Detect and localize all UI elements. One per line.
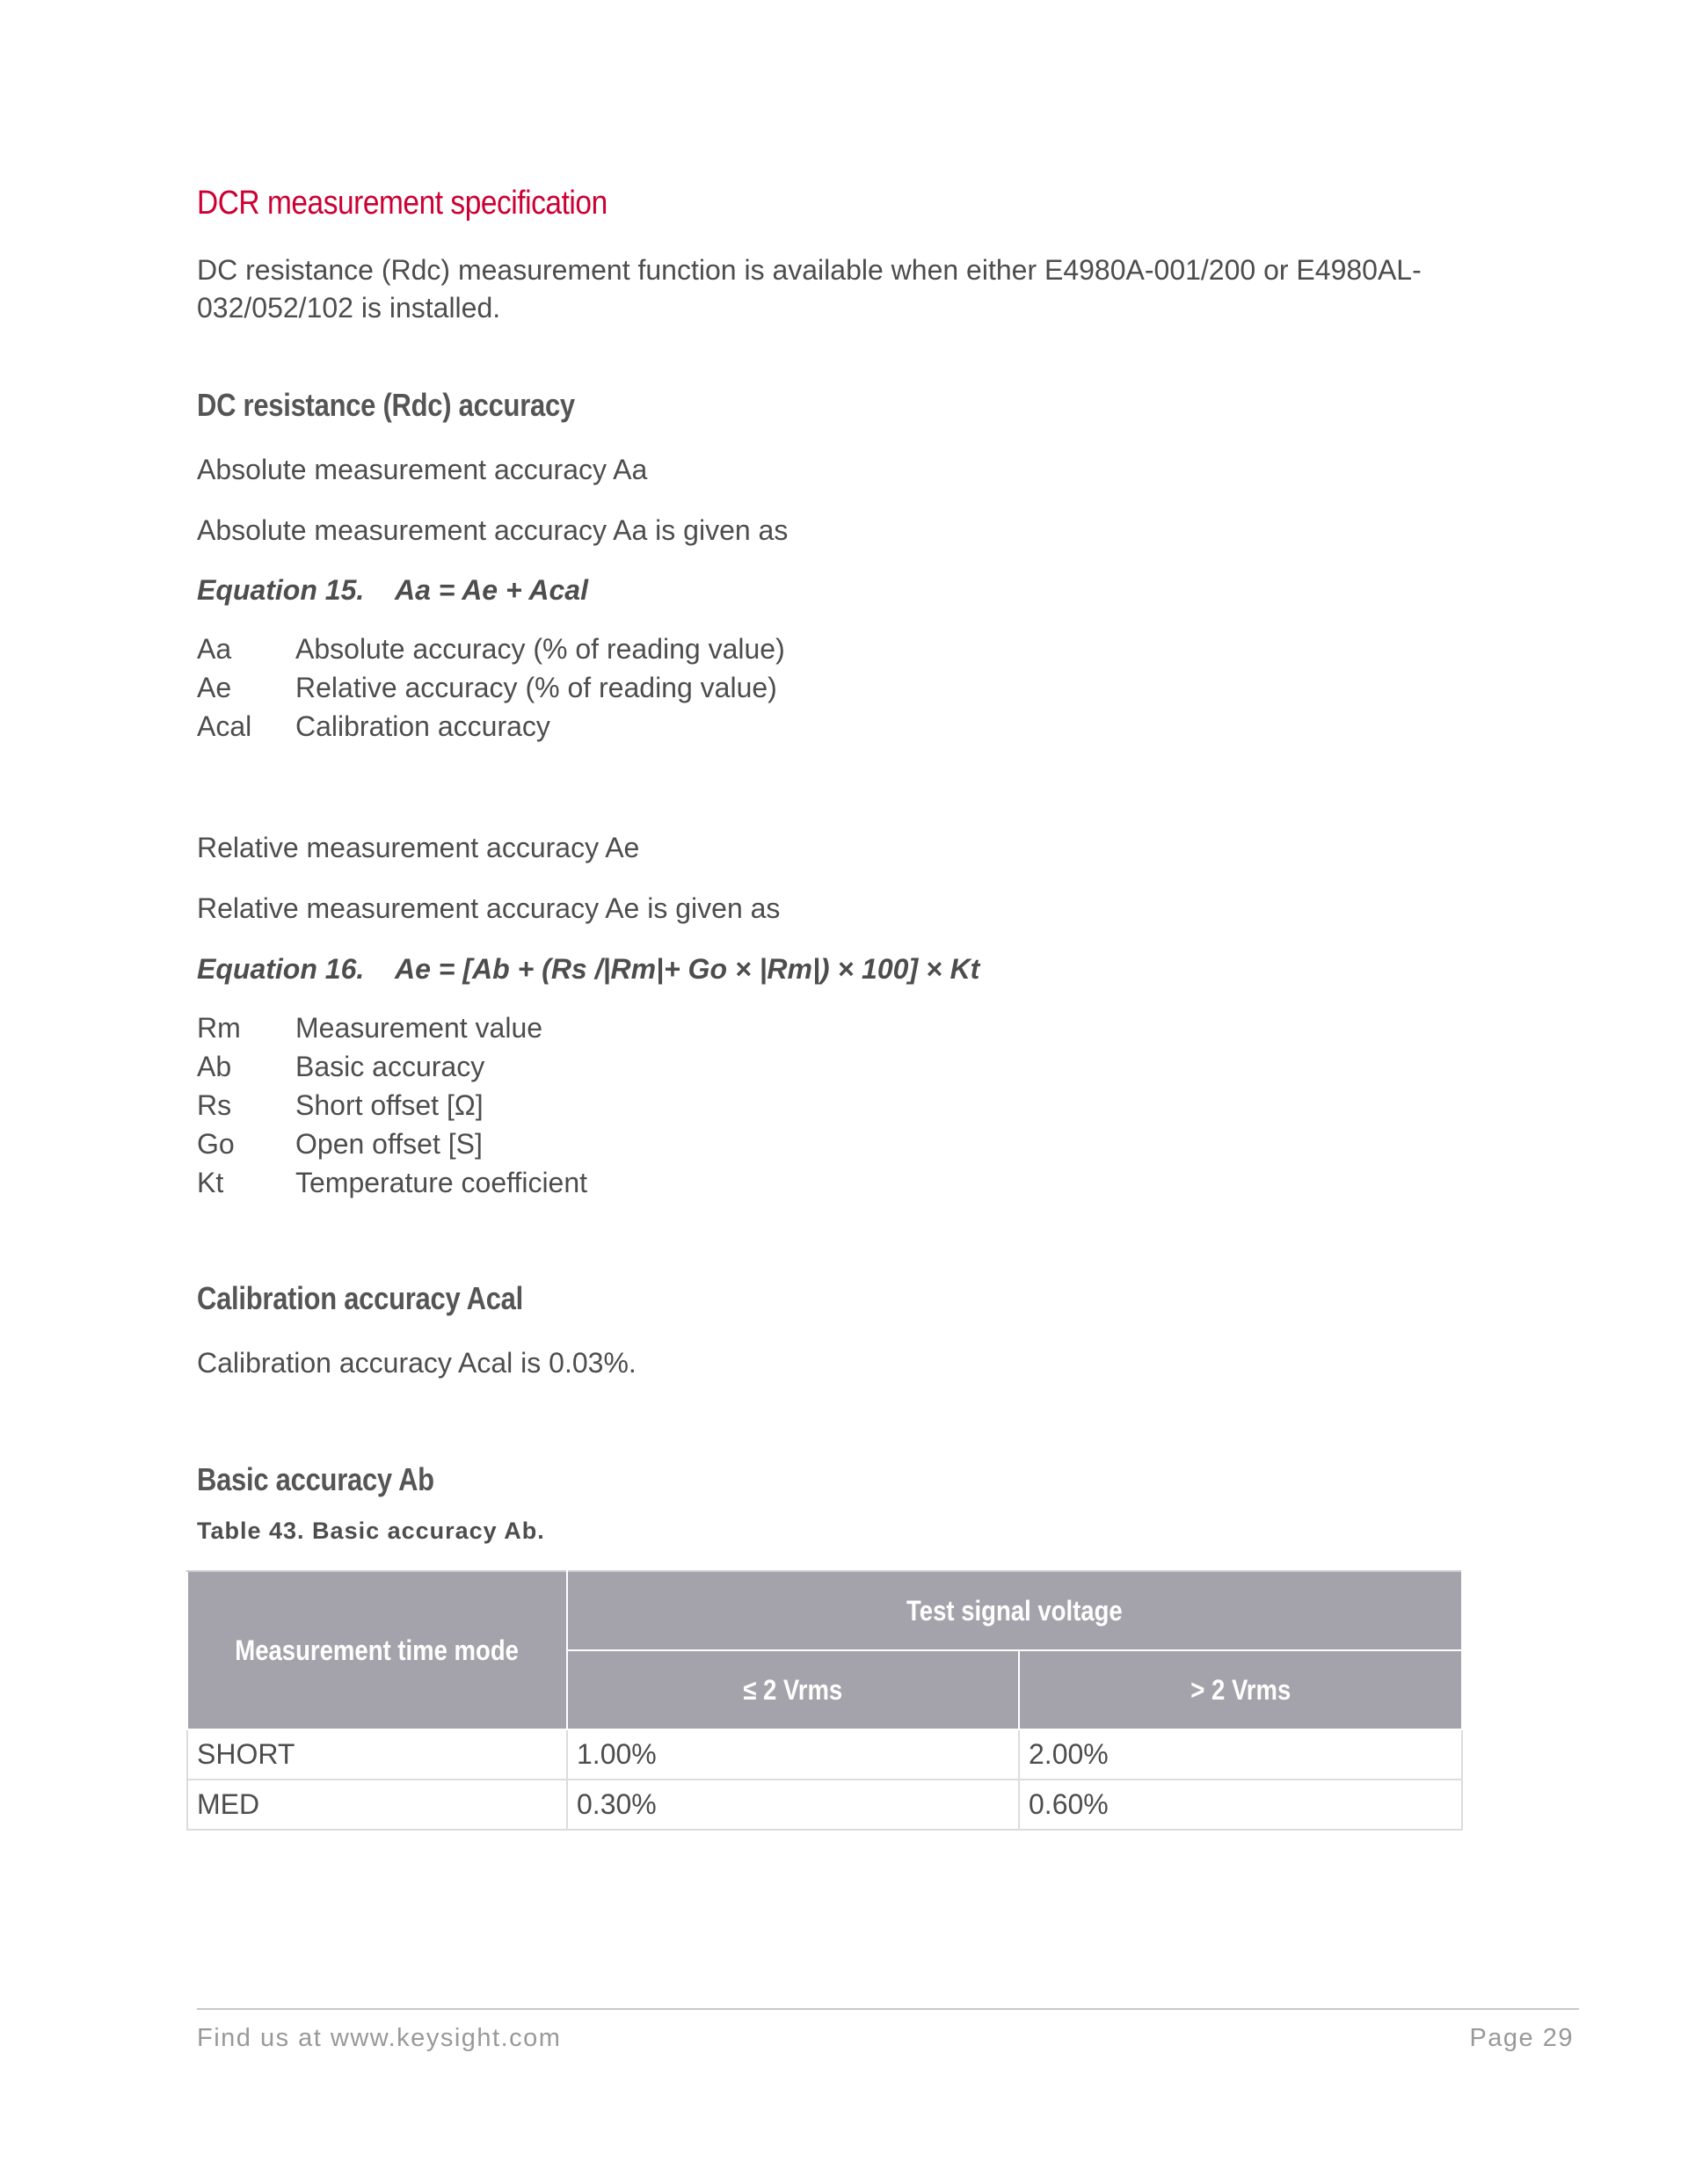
equation-16-label: Equation 16. (197, 953, 365, 985)
low-voltage-cell: 0.30% (567, 1780, 1019, 1830)
basic-accuracy-heading: Basic accuracy Ab (197, 1461, 434, 1497)
absolute-accuracy-label: Absolute measurement accuracy Aa (197, 454, 648, 485)
term-description: Relative accuracy (% of reading value) (295, 672, 777, 703)
term-description: Absolute accuracy (% of reading value) (295, 633, 785, 665)
footer-divider (197, 2008, 1579, 2010)
mode-cell: MED (187, 1780, 567, 1830)
term-symbol: Ae (197, 672, 232, 703)
term-row (197, 668, 785, 707)
equation-15 (197, 574, 588, 607)
rdc-accuracy-heading: DC resistance (Rdc) accuracy (197, 387, 575, 423)
high-voltage-cell: 2.00% (1019, 1729, 1462, 1780)
absolute-accuracy-given: Absolute measurement accuracy Aa is given as (197, 514, 789, 546)
term-symbol: Rs (197, 1089, 232, 1121)
table-row (187, 1729, 1462, 1780)
term-symbol: Rm (197, 1012, 241, 1044)
equation-15-terms (197, 630, 785, 746)
term-symbol: Ab (197, 1051, 232, 1082)
high-voltage-cell: 0.60% (1019, 1780, 1462, 1830)
basic-accuracy-table (186, 1570, 1463, 1831)
calibration-text: Calibration accuracy Acal is 0.03%. (197, 1347, 637, 1379)
term-description: Calibration accuracy (295, 710, 550, 742)
relative-accuracy-given: Relative measurement accuracy Ae is given as (197, 892, 781, 924)
equation-16 (197, 953, 979, 986)
term-row (197, 630, 785, 668)
term-description: Open offset [S] (295, 1128, 483, 1160)
term-row (197, 1086, 587, 1125)
equation-16-formula: Ae = [Ab + (Rs /|Rm|+ Go × |Rm|) × 100] × Kt (395, 953, 980, 985)
equation-15-label: Equation 15. (197, 574, 365, 606)
term-description: Basic accuracy (295, 1051, 485, 1082)
term-description: Short offset [Ω] (295, 1089, 484, 1121)
term-symbol: Go (197, 1128, 235, 1160)
table-row (187, 1780, 1462, 1830)
equation-16-terms (197, 1008, 587, 1202)
low-voltage-header: ≤ 2 Vrms (567, 1650, 1019, 1729)
equation-15-formula: Aa = Ae + Acal (395, 574, 588, 606)
table-caption: Table 43. Basic accuracy Ab. (197, 1518, 545, 1544)
term-row (197, 1163, 587, 1202)
term-symbol: Kt (197, 1167, 224, 1198)
term-description: Measurement value (295, 1012, 543, 1044)
term-row (197, 1047, 587, 1086)
term-row (197, 1008, 587, 1047)
low-voltage-cell: 1.00% (567, 1729, 1019, 1780)
intro-paragraph: DC resistance (Rdc) measurement function is available when either E4980A-001/200 or E4980AL-032/052/102 is installed. (197, 254, 1422, 324)
page-number: Page 29 (1469, 2024, 1574, 2052)
term-row (197, 707, 785, 746)
section-title: DCR measurement specification (197, 185, 608, 222)
term-description: Temperature coefficient (295, 1167, 588, 1198)
test-signal-voltage-header: Test signal voltage (567, 1571, 1462, 1650)
term-symbol: Acal (197, 710, 252, 742)
relative-accuracy-label: Relative measurement accuracy Ae (197, 832, 640, 863)
footer-website-link[interactable]: Find us at www.keysight.com (197, 2024, 562, 2052)
table-header-row (187, 1571, 1462, 1650)
term-symbol: Aa (197, 633, 232, 665)
high-voltage-header: > 2 Vrms (1019, 1650, 1462, 1729)
calibration-heading: Calibration accuracy Acal (197, 1280, 523, 1316)
mode-cell: SHORT (187, 1729, 567, 1780)
measurement-time-mode-header: Measurement time mode (187, 1571, 567, 1729)
term-row (197, 1125, 587, 1163)
